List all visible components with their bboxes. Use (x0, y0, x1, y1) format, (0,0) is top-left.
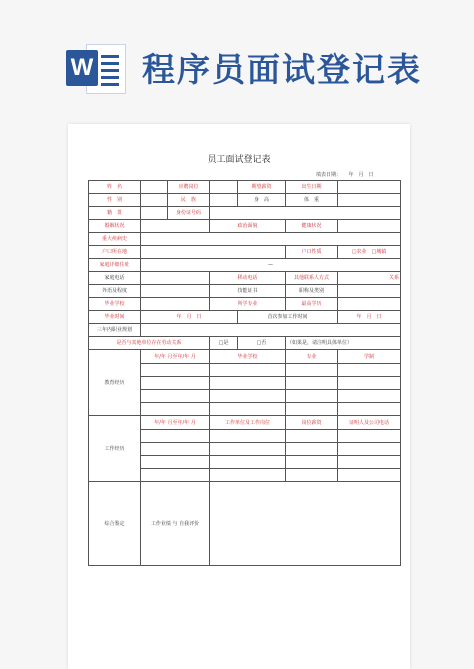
table-row: 家庭详细住址 — (89, 259, 401, 272)
work-label: 工作经历 (89, 416, 141, 482)
table-row: 性 别 民 族 身 高 体 重 (89, 194, 401, 207)
form-title: 员工面试登记表 (207, 155, 271, 165)
edu-label: 教育经历 (89, 350, 141, 416)
edu-header-row: 教育经历 年/年 月至年/年 月 毕业学校 专业 学制 (89, 350, 401, 364)
eval-sub: 工作业绩 与 自我评价 (141, 482, 210, 566)
table-row: 家庭电话 移动电话 其他联系人方式 关系 (89, 272, 401, 285)
table-row: 三年内职业规划 (89, 324, 401, 337)
eval-row (89, 482, 401, 566)
form-table (88, 180, 401, 566)
eval-label: 综合鉴定 (89, 482, 141, 566)
fill-date: 填表日期： 年 月 日 (316, 172, 374, 178)
work-header-row: 工作经历 年/年 月至年/年 月 工作单位及工作岗位 岗位薪资 证明人及公司电话 (89, 416, 401, 430)
table-row: 毕业学校 所学专业 最高学历 (89, 298, 401, 311)
form-page (68, 124, 410, 669)
table-row: 姓 名 应聘岗位 期望薪资 出生日期 (89, 181, 401, 194)
table-row: 婚姻状况 政治面貌 健康状况 (89, 220, 401, 233)
table-row: 籍 贯 身份证号码 (89, 207, 401, 220)
table-row: 是否与其他单位存在劳动关系 □是 □否 （如果是，请注明具体单位） (89, 337, 401, 350)
table-row: 户口所在地 户口性质 □农业 □城镇 (89, 246, 401, 259)
table-row: 重大疾病史 (89, 233, 401, 246)
table-row: 毕业时间 年 月 日 首次参加工作时间 年 月 日 (89, 311, 401, 324)
banner (0, 0, 474, 118)
word-icon: W (66, 42, 126, 94)
banner-title: 程序员面试登记表 (142, 50, 422, 89)
table-row: 外语及程度 技能证书 职称及类别 (89, 285, 401, 298)
